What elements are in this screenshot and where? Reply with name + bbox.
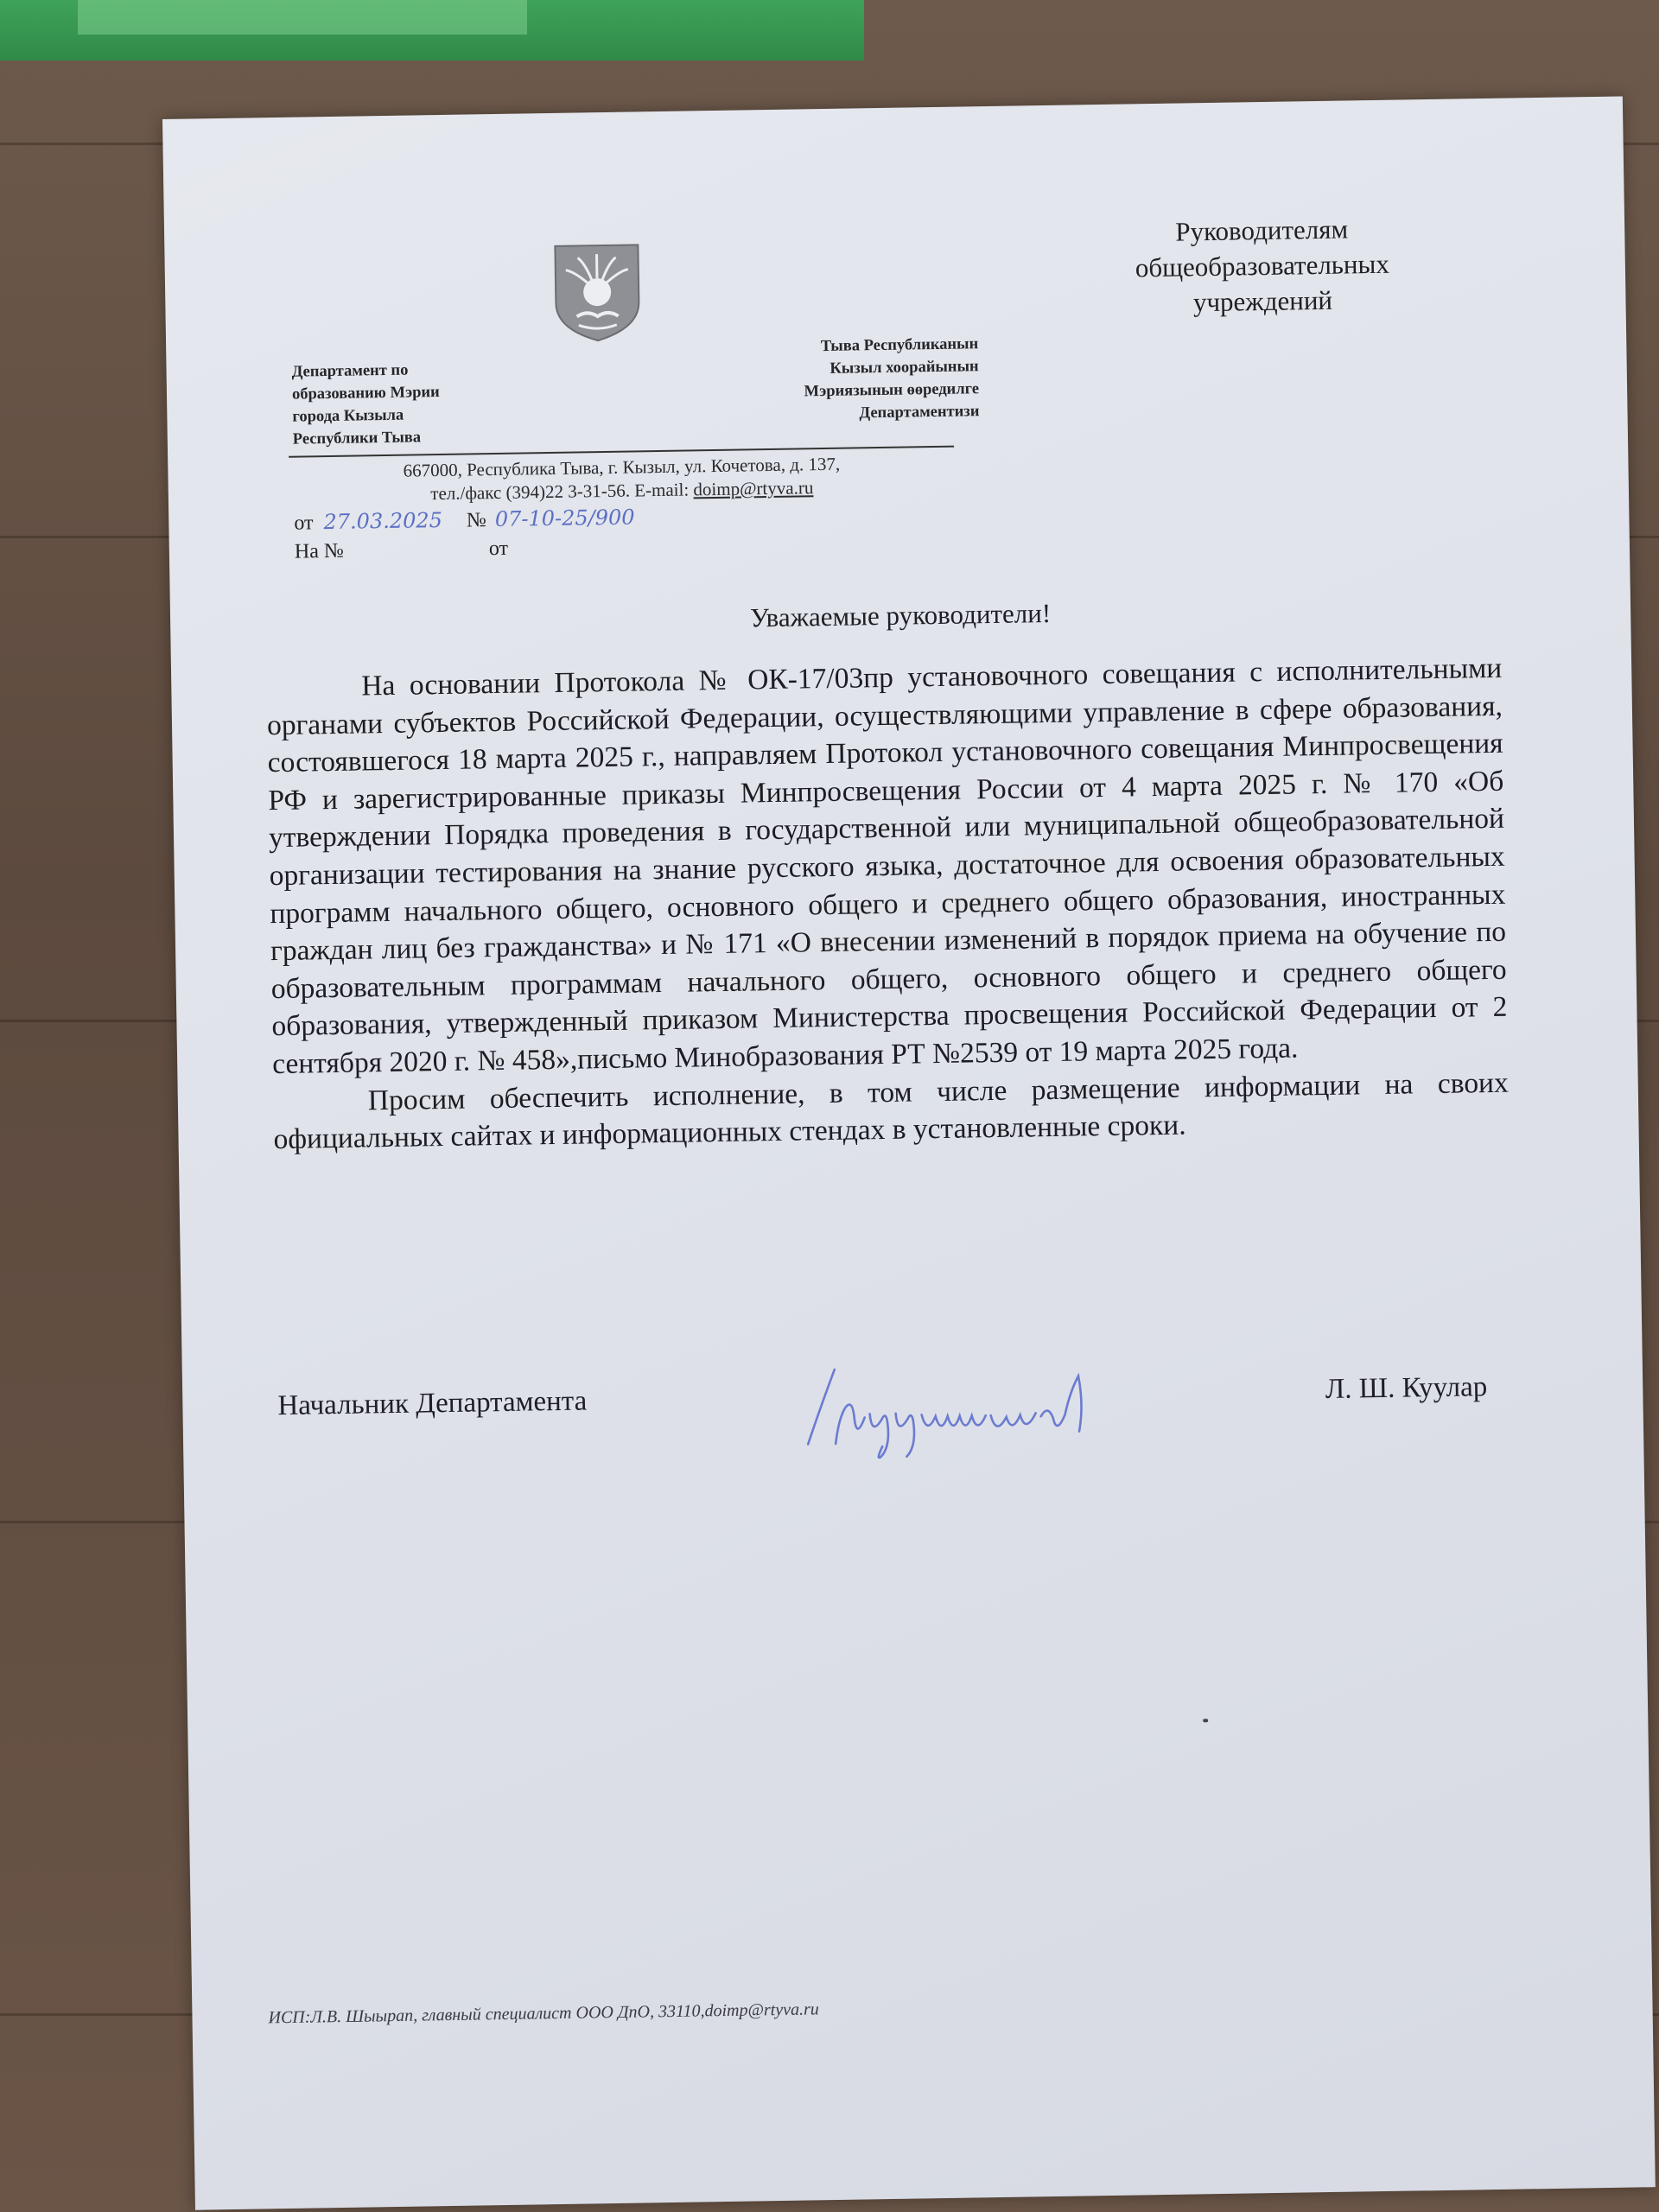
sender-ru-line: Департамент по [291,361,409,381]
body-paragraph: Просим обеспечить исполнение, в том числе размещение информации на своих официальных сайтах и информационных стендах в установленные сроки. [273,1066,1509,1156]
kyzyl-coat-of-arms-icon [551,241,643,345]
reply-label: На № [294,539,344,563]
sender-tuvan [719,333,980,427]
sender-tv-line: Кызыл хоорайынын [830,358,979,378]
email-link[interactable]: doimp@rtyva.ru [693,477,814,500]
sender-ru-line: Республики Тыва [292,429,422,448]
sender-russian [291,358,518,451]
number-label: № [466,509,487,532]
body-paragraph: На основании Протокола № ОК-17/03пр установочного совещания с исполнительными органами субъектов Российской Федерации, осуществляющими управление в сфере образования, состоявшегося 18 марта 2025 г., направляем Протокол установочного совещания Минпросвещения РФ и зарегистрированные приказы Минпросвещения России от 4 марта 2025 г. № 170 «Об утверждении Порядка проведения в государственной или муниципальной общеобразовательной организации тестирования на знание русского языка, достаточное для освоения образовательных программ начального общего, основного общего и среднего общего образования, иностранных граждан лиц без гражданства» и № 171 «О внесении изменений в порядок приема на обучение по образовательным программам начального общего, основного общего и среднего общего образования, утвержденный приказом Министерства просвещения Российской Федерации от 2 сентября 2020 г. № 458»,письмо Минобразования РТ №2539 от 19 марта 2025 года. [266,652,1508,1081]
reply-row [295,531,636,566]
sender-tv-line: Тыва Республиканын [820,335,979,356]
from-label: от [294,512,314,535]
handwritten-number: 07-10-25/900 [494,505,635,532]
signature-row [277,1347,1515,1470]
signer-title: Начальник Департамента [277,1385,588,1422]
letter-sheet [162,96,1656,2209]
phone-fax: тел./факс (394)22 3-31-56. E-mail: [430,479,694,505]
green-folder [0,0,864,60]
handwritten-date: 27.03.2025 [323,507,443,535]
registration-block [294,502,635,566]
reply-from-label: от [488,537,509,561]
handwritten-signature [774,1352,1139,1462]
recipient-line: Руководителям [1175,213,1349,247]
letter-body [266,650,1510,1159]
recipient-line: учреждений [1192,284,1333,318]
address-line: 667000, Республика Тыва, г. Кызыл, ул. Кочетова, д. 137, [403,453,841,481]
sender-tv-line: Департаментизи [859,403,980,423]
signer-name: Л. Ш. Куулар [1325,1371,1488,1406]
speck [1203,1719,1208,1722]
sender-ru-line: города Кызыла [292,406,404,426]
recipient-block [1037,209,1488,322]
sender-ru-line: образованию Мэрии [291,384,440,404]
sender-address [289,451,955,508]
executor-note: ИСП:Л.В. Шыырап, главный специалист ООО ДпО, 33110,doimp@rtyva.ru [268,1999,819,2028]
greeting: Уважаемые руководители! [749,597,1052,633]
sender-tv-line: Мэриязынын өөредилге [804,380,980,401]
recipient-line: общеобразовательных [1135,248,1390,283]
